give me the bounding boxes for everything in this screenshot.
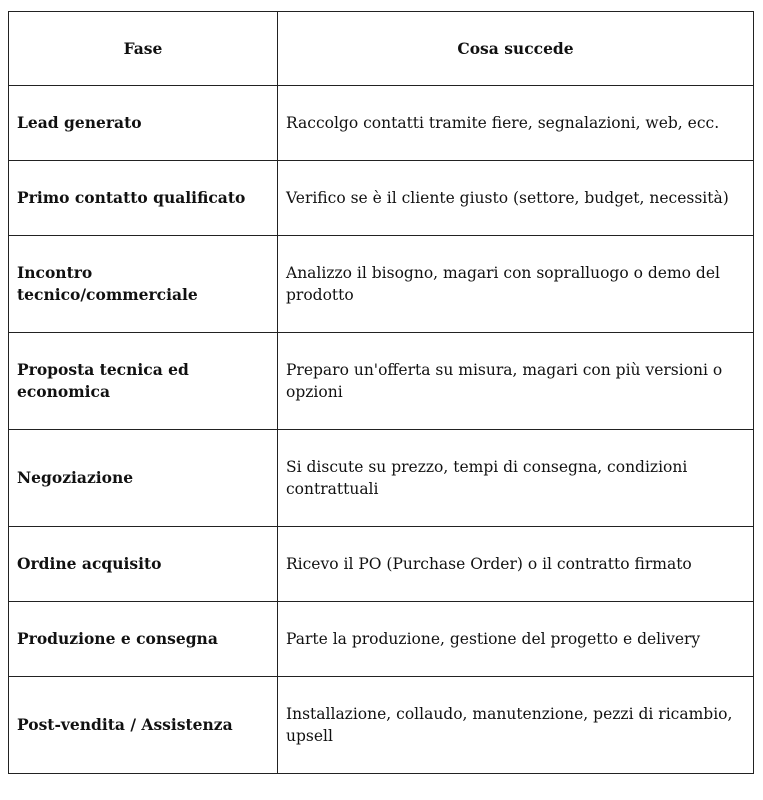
description-cell: Verifico se è il cliente giusto (settore, budget, necessità) xyxy=(278,161,754,236)
phase-cell: Ordine acquisito xyxy=(9,527,278,602)
phase-cell: Incontro tecnico/commerciale xyxy=(9,236,278,333)
description-cell: Si discute su prezzo, tempi di consegna, condizioni contrattuali xyxy=(278,430,754,527)
description-cell: Preparo un'offerta su misura, magari con più versioni o opzioni xyxy=(278,333,754,430)
table-row xyxy=(9,333,754,430)
phase-cell: Post-vendita / Assistenza xyxy=(9,677,278,774)
phase-cell: Proposta tecnica ed economica xyxy=(9,333,278,430)
header-fase: Fase xyxy=(9,12,278,86)
table-row xyxy=(9,677,754,774)
table-header-row xyxy=(9,12,754,86)
table-row xyxy=(9,161,754,236)
phase-cell: Primo contatto qualificato xyxy=(9,161,278,236)
phase-cell: Negoziazione xyxy=(9,430,278,527)
description-cell: Parte la produzione, gestione del progetto e delivery xyxy=(278,602,754,677)
phase-cell: Lead generato xyxy=(9,86,278,161)
description-cell: Installazione, collaudo, manutenzione, pezzi di ricambio, upsell xyxy=(278,677,754,774)
table-row xyxy=(9,602,754,677)
table-row xyxy=(9,236,754,333)
sales-phases-table xyxy=(8,11,754,774)
table-row xyxy=(9,86,754,161)
description-cell: Analizzo il bisogno, magari con sopralluogo o demo del prodotto xyxy=(278,236,754,333)
table-row xyxy=(9,430,754,527)
header-cosa-succede: Cosa succede xyxy=(278,12,754,86)
description-cell: Raccolgo contatti tramite fiere, segnalazioni, web, ecc. xyxy=(278,86,754,161)
description-cell: Ricevo il PO (Purchase Order) o il contratto firmato xyxy=(278,527,754,602)
phase-cell: Produzione e consegna xyxy=(9,602,278,677)
table-row xyxy=(9,527,754,602)
